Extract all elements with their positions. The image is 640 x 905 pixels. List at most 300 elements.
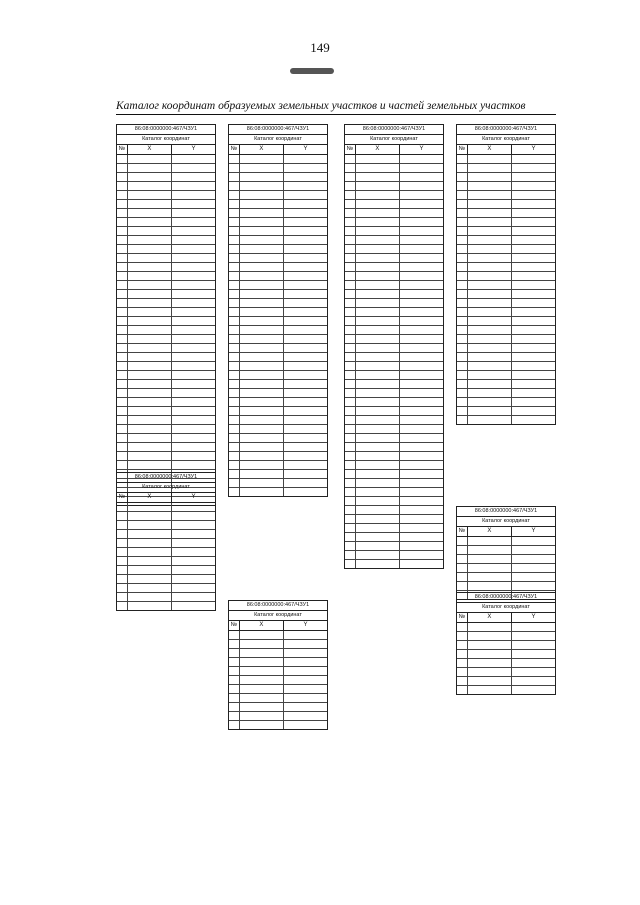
table-row	[345, 407, 443, 416]
table-cell	[356, 164, 400, 172]
table-cell	[229, 245, 240, 253]
table-cell	[128, 227, 172, 235]
table-cell	[229, 308, 240, 316]
table-cell	[128, 362, 172, 370]
table-cell	[128, 317, 172, 325]
table-row	[345, 317, 443, 326]
table-cell	[128, 245, 172, 253]
column-header: X	[356, 145, 400, 154]
table-cell	[229, 470, 240, 478]
table-cell	[457, 582, 468, 590]
table-cell	[117, 452, 128, 460]
column-headers	[117, 145, 215, 155]
table-cell	[172, 254, 215, 262]
coordinate-block	[456, 506, 556, 600]
table-cell	[117, 308, 128, 316]
table-cell	[512, 371, 555, 379]
table-cell	[512, 263, 555, 271]
table-cell	[284, 290, 327, 298]
table-cell	[356, 479, 400, 487]
table-cell	[345, 272, 356, 280]
table-cell	[229, 344, 240, 352]
table-cell	[117, 443, 128, 451]
table-cell	[229, 200, 240, 208]
table-cell	[345, 524, 356, 532]
table-row	[457, 546, 555, 555]
table-cell	[128, 452, 172, 460]
table-cell	[117, 380, 128, 388]
table-cell	[468, 564, 512, 572]
table-row	[117, 380, 215, 389]
table-cell	[468, 263, 512, 271]
table-cell	[345, 461, 356, 469]
table-cell	[117, 236, 128, 244]
table-cell	[400, 515, 443, 523]
table-row	[457, 191, 555, 200]
table-cell	[356, 443, 400, 451]
table-row	[117, 461, 215, 470]
table-cell	[172, 182, 215, 190]
table-cell	[128, 548, 172, 556]
table-row	[229, 308, 327, 317]
table-row	[229, 272, 327, 281]
table-cell	[512, 564, 555, 572]
table-row	[345, 488, 443, 497]
table-row	[229, 200, 327, 209]
table-cell	[400, 353, 443, 361]
table-cell	[400, 542, 443, 550]
table-cell	[457, 537, 468, 545]
table-cell	[468, 398, 512, 406]
table-cell	[229, 694, 240, 702]
table-cell	[229, 164, 240, 172]
table-cell	[468, 182, 512, 190]
table-cell	[128, 512, 172, 520]
table-row	[229, 191, 327, 200]
table-cell	[240, 712, 284, 720]
table-cell	[284, 353, 327, 361]
table-cell	[468, 686, 512, 694]
table-row	[229, 712, 327, 721]
table-cell	[284, 443, 327, 451]
table-cell	[400, 200, 443, 208]
table-cell	[400, 335, 443, 343]
column-header: X	[128, 493, 172, 502]
table-cell	[356, 371, 400, 379]
table-cell	[229, 209, 240, 217]
table-cell	[345, 551, 356, 559]
table-cell	[240, 218, 284, 226]
table-cell	[117, 398, 128, 406]
table-cell	[468, 659, 512, 667]
table-cell	[345, 245, 356, 253]
table-row	[457, 335, 555, 344]
table-cell	[512, 290, 555, 298]
table-row	[345, 389, 443, 398]
table-cell	[172, 200, 215, 208]
table-cell	[468, 389, 512, 397]
table-row	[345, 515, 443, 524]
table-cell	[468, 416, 512, 424]
table-cell	[229, 703, 240, 711]
table-cell	[345, 308, 356, 316]
table-row	[229, 703, 327, 712]
table-row	[457, 668, 555, 677]
coordinate-block	[456, 592, 556, 695]
table-row	[117, 407, 215, 416]
table-cell	[284, 155, 327, 163]
table-row	[117, 584, 215, 593]
table-cell	[117, 263, 128, 271]
column-header: №	[117, 145, 128, 154]
table-cell	[128, 191, 172, 199]
table-cell	[468, 407, 512, 415]
table-cell	[512, 173, 555, 181]
table-cell	[284, 712, 327, 720]
table-cell	[172, 593, 215, 601]
table-cell	[356, 344, 400, 352]
block-subheader: Каталог координат	[117, 135, 215, 145]
table-cell	[345, 155, 356, 163]
table-cell	[457, 281, 468, 289]
table-cell	[345, 533, 356, 541]
column-headers	[457, 613, 555, 623]
block-subheader: Каталог координат	[229, 135, 327, 145]
block-subheader: Каталог координат	[457, 603, 555, 613]
table-row	[457, 263, 555, 272]
table-cell	[240, 479, 284, 487]
table-cell	[229, 461, 240, 469]
table-cell	[240, 407, 284, 415]
table-cell	[117, 191, 128, 199]
column-header: X	[468, 145, 512, 154]
table-row	[345, 344, 443, 353]
table-cell	[512, 353, 555, 361]
table-cell	[229, 667, 240, 675]
table-cell	[128, 182, 172, 190]
table-cell	[512, 546, 555, 554]
table-cell	[400, 155, 443, 163]
table-cell	[512, 317, 555, 325]
table-cell	[400, 281, 443, 289]
table-row	[229, 281, 327, 290]
table-row	[457, 398, 555, 407]
table-cell	[400, 560, 443, 568]
table-row	[457, 344, 555, 353]
table-cell	[117, 164, 128, 172]
table-cell	[284, 236, 327, 244]
table-cell	[284, 461, 327, 469]
table-cell	[468, 155, 512, 163]
table-cell	[468, 537, 512, 545]
table-row	[117, 254, 215, 263]
table-cell	[240, 362, 284, 370]
table-cell	[400, 470, 443, 478]
column-header: X	[468, 527, 512, 536]
table-cell	[468, 254, 512, 262]
table-cell	[117, 218, 128, 226]
table-cell	[240, 209, 284, 217]
table-cell	[356, 407, 400, 415]
table-row	[457, 380, 555, 389]
table-cell	[468, 335, 512, 343]
table-cell	[356, 542, 400, 550]
table-cell	[128, 308, 172, 316]
table-cell	[400, 173, 443, 181]
table-cell	[117, 416, 128, 424]
table-row	[345, 281, 443, 290]
table-cell	[240, 461, 284, 469]
table-row	[117, 155, 215, 164]
table-cell	[512, 686, 555, 694]
table-row	[229, 416, 327, 425]
table-cell	[229, 676, 240, 684]
table-cell	[284, 299, 327, 307]
table-cell	[284, 191, 327, 199]
table-row	[457, 564, 555, 573]
table-row	[117, 218, 215, 227]
table-row	[345, 245, 443, 254]
table-cell	[512, 308, 555, 316]
table-cell	[345, 173, 356, 181]
table-cell	[128, 200, 172, 208]
table-cell	[229, 452, 240, 460]
table-cell	[512, 582, 555, 590]
table-cell	[240, 236, 284, 244]
table-row	[117, 164, 215, 173]
table-cell	[457, 677, 468, 685]
table-row	[117, 389, 215, 398]
table-cell	[284, 676, 327, 684]
column-header: Y	[303, 622, 308, 628]
table-cell	[284, 263, 327, 271]
table-cell	[284, 218, 327, 226]
table-cell	[457, 555, 468, 563]
table-cell	[468, 245, 512, 253]
table-cell	[512, 632, 555, 640]
table-row	[117, 452, 215, 461]
table-cell	[356, 461, 400, 469]
table-row	[229, 470, 327, 479]
table-cell	[128, 263, 172, 271]
table-row	[229, 488, 327, 496]
table-cell	[128, 521, 172, 529]
table-row	[345, 434, 443, 443]
table-cell	[356, 452, 400, 460]
table-cell	[117, 530, 128, 538]
table-cell	[284, 416, 327, 424]
table-row	[229, 164, 327, 173]
block-subheader: Каталог координат	[457, 135, 555, 145]
table-cell	[240, 308, 284, 316]
table-cell	[468, 668, 512, 676]
table-cell	[345, 443, 356, 451]
table-row	[345, 542, 443, 551]
table-row	[229, 263, 327, 272]
table-cell	[240, 398, 284, 406]
table-cell	[117, 362, 128, 370]
table-cell	[345, 299, 356, 307]
table-cell	[172, 416, 215, 424]
table-cell	[457, 218, 468, 226]
table-cell	[400, 407, 443, 415]
table-cell	[240, 344, 284, 352]
block-header: 86:08:0000000:467/ЧЗУ1	[229, 601, 327, 611]
table-cell	[117, 335, 128, 343]
table-cell	[284, 317, 327, 325]
table-cell	[128, 425, 172, 433]
table-cell	[356, 506, 400, 514]
column-header: №	[117, 493, 128, 502]
table-cell	[240, 227, 284, 235]
table-cell	[240, 281, 284, 289]
column-headers	[457, 527, 555, 537]
table-cell	[345, 560, 356, 568]
table-cell	[172, 299, 215, 307]
table-cell	[172, 398, 215, 406]
table-cell	[229, 649, 240, 657]
table-cell	[172, 263, 215, 271]
table-row	[457, 218, 555, 227]
table-cell	[128, 461, 172, 469]
table-cell	[172, 575, 215, 583]
table-cell	[512, 398, 555, 406]
table-cell	[128, 503, 172, 511]
table-row	[229, 353, 327, 362]
table-cell	[229, 371, 240, 379]
table-row	[229, 236, 327, 245]
table-cell	[172, 407, 215, 415]
table-cell	[356, 173, 400, 181]
table-row	[457, 650, 555, 659]
table-cell	[240, 721, 284, 729]
table-cell	[172, 503, 215, 511]
table-cell	[172, 443, 215, 451]
table-row	[345, 227, 443, 236]
table-row	[117, 371, 215, 380]
table-cell	[356, 398, 400, 406]
coordinate-block	[228, 600, 328, 730]
table-cell	[240, 371, 284, 379]
table-cell	[240, 631, 284, 639]
table-cell	[240, 703, 284, 711]
table-cell	[345, 218, 356, 226]
table-cell	[172, 362, 215, 370]
table-cell	[172, 191, 215, 199]
table-cell	[284, 308, 327, 316]
table-cell	[400, 434, 443, 442]
table-row	[117, 416, 215, 425]
table-cell	[468, 299, 512, 307]
column-header: №	[457, 527, 468, 536]
table-cell	[345, 335, 356, 343]
table-cell	[400, 164, 443, 172]
table-cell	[172, 512, 215, 520]
table-row	[229, 380, 327, 389]
table-row	[229, 398, 327, 407]
table-cell	[345, 479, 356, 487]
table-cell	[468, 191, 512, 199]
table-cell	[468, 272, 512, 280]
table-cell	[240, 667, 284, 675]
table-cell	[229, 191, 240, 199]
table-cell	[345, 425, 356, 433]
block-subheader: Каталог координат	[229, 611, 327, 621]
table-row	[345, 560, 443, 568]
block-header: 86:08:0000000:467/ЧЗУ1	[229, 125, 327, 135]
table-cell	[345, 209, 356, 217]
table-cell	[117, 434, 128, 442]
table-cell	[400, 497, 443, 505]
table-cell	[128, 575, 172, 583]
table-cell	[284, 640, 327, 648]
table-cell	[284, 200, 327, 208]
table-cell	[400, 209, 443, 217]
table-cell	[345, 371, 356, 379]
table-cell	[512, 407, 555, 415]
table-cell	[240, 164, 284, 172]
table-cell	[117, 173, 128, 181]
table-cell	[117, 245, 128, 253]
table-row	[457, 573, 555, 582]
table-cell	[457, 632, 468, 640]
table-cell	[284, 452, 327, 460]
table-row	[229, 461, 327, 470]
table-cell	[229, 218, 240, 226]
table-cell	[345, 236, 356, 244]
table-cell	[468, 380, 512, 388]
table-cell	[457, 344, 468, 352]
table-cell	[229, 488, 240, 496]
coordinate-block	[228, 124, 328, 497]
table-cell	[345, 542, 356, 550]
table-cell	[172, 371, 215, 379]
table-cell	[240, 443, 284, 451]
table-row	[345, 353, 443, 362]
table-row	[229, 155, 327, 164]
table-cell	[240, 245, 284, 253]
table-cell	[356, 317, 400, 325]
table-cell	[356, 515, 400, 523]
page-number: 149	[310, 40, 330, 55]
table-cell	[240, 640, 284, 648]
table-cell	[512, 659, 555, 667]
table-cell	[117, 512, 128, 520]
table-row	[457, 371, 555, 380]
table-cell	[345, 263, 356, 271]
table-cell	[400, 506, 443, 514]
table-row	[229, 173, 327, 182]
table-row	[117, 173, 215, 182]
table-cell	[172, 335, 215, 343]
table-row	[229, 649, 327, 658]
table-cell	[229, 182, 240, 190]
table-cell	[356, 191, 400, 199]
table-cell	[512, 389, 555, 397]
table-row	[117, 530, 215, 539]
column-header: Y	[303, 146, 308, 152]
table-cell	[117, 461, 128, 469]
table-cell	[457, 317, 468, 325]
table-cell	[229, 272, 240, 280]
table-cell	[240, 452, 284, 460]
table-row	[117, 566, 215, 575]
table-cell	[468, 650, 512, 658]
table-row	[117, 272, 215, 281]
table-row	[229, 362, 327, 371]
table-cell	[457, 564, 468, 572]
table-cell	[284, 173, 327, 181]
